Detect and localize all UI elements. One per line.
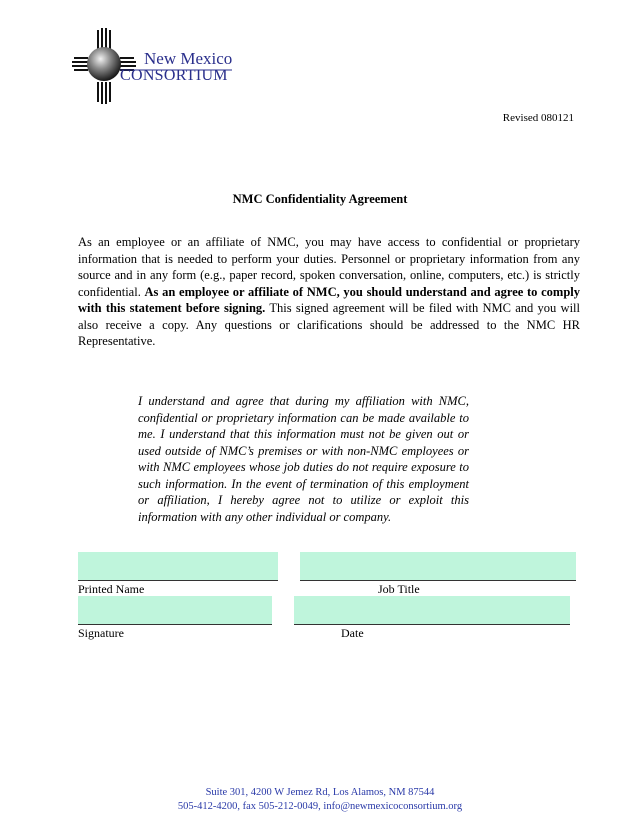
date-label: Date bbox=[341, 626, 364, 640]
footer-contact: 505-412-4200, fax 505-212-0049, info@newmexicoconsortium.org bbox=[177, 801, 463, 812]
logo-line-1: New Mexico bbox=[144, 49, 233, 68]
signature-input[interactable] bbox=[78, 596, 272, 625]
date-input[interactable] bbox=[294, 596, 570, 625]
intro-text-1: As an employee or an affiliate of NMC, you may have access to confidential or proprietary information that is needed to perform your duties. Personnel or proprietary information from any source and in any form (e.g., paper record, spoken conversation, online, computers, etc.) is strictly confidential. bbox=[78, 235, 580, 299]
job-title-input[interactable] bbox=[300, 552, 576, 581]
intro-paragraph bbox=[78, 234, 580, 350]
intro-bold-text: As an employee or affiliate of NMC, you should understand and agree to comply with this statement before signing. bbox=[78, 284, 581, 315]
signature-label: Signature bbox=[78, 626, 124, 640]
printed-name-label: Printed Name bbox=[78, 582, 145, 596]
job-title-label: Job Title bbox=[378, 582, 420, 596]
agreement-statement: I understand and agree that during my affiliation with NMC, confidential or proprietary information can be made available to me. I understand that this information must not be given out or used outside of NMC’s premises or with non-NMC employees or with NMC employees whose job duties do not require exposure to such information. In the event of termination of this employment or affiliation, I hereby agree not to utilize or exploit this information with any other individual or company. bbox=[138, 394, 469, 524]
intro-text-2: This signed agreement will be filed with NMC and you will also receive a copy. Any questions or clarifications should be addressed to the NMC HR Representative. bbox=[78, 301, 580, 348]
logo-line-2: CONSORTIUM bbox=[120, 67, 228, 84]
revision-note: Revised 080121 bbox=[502, 112, 574, 124]
logo-text bbox=[120, 50, 232, 84]
footer-address: Suite 301, 4200 W Jemez Rd, Los Alamos, NM 87544 bbox=[205, 787, 435, 798]
document-title: NMC Confidentiality Agreement bbox=[232, 192, 408, 206]
footer bbox=[0, 786, 640, 814]
printed-name-input[interactable] bbox=[78, 552, 278, 581]
